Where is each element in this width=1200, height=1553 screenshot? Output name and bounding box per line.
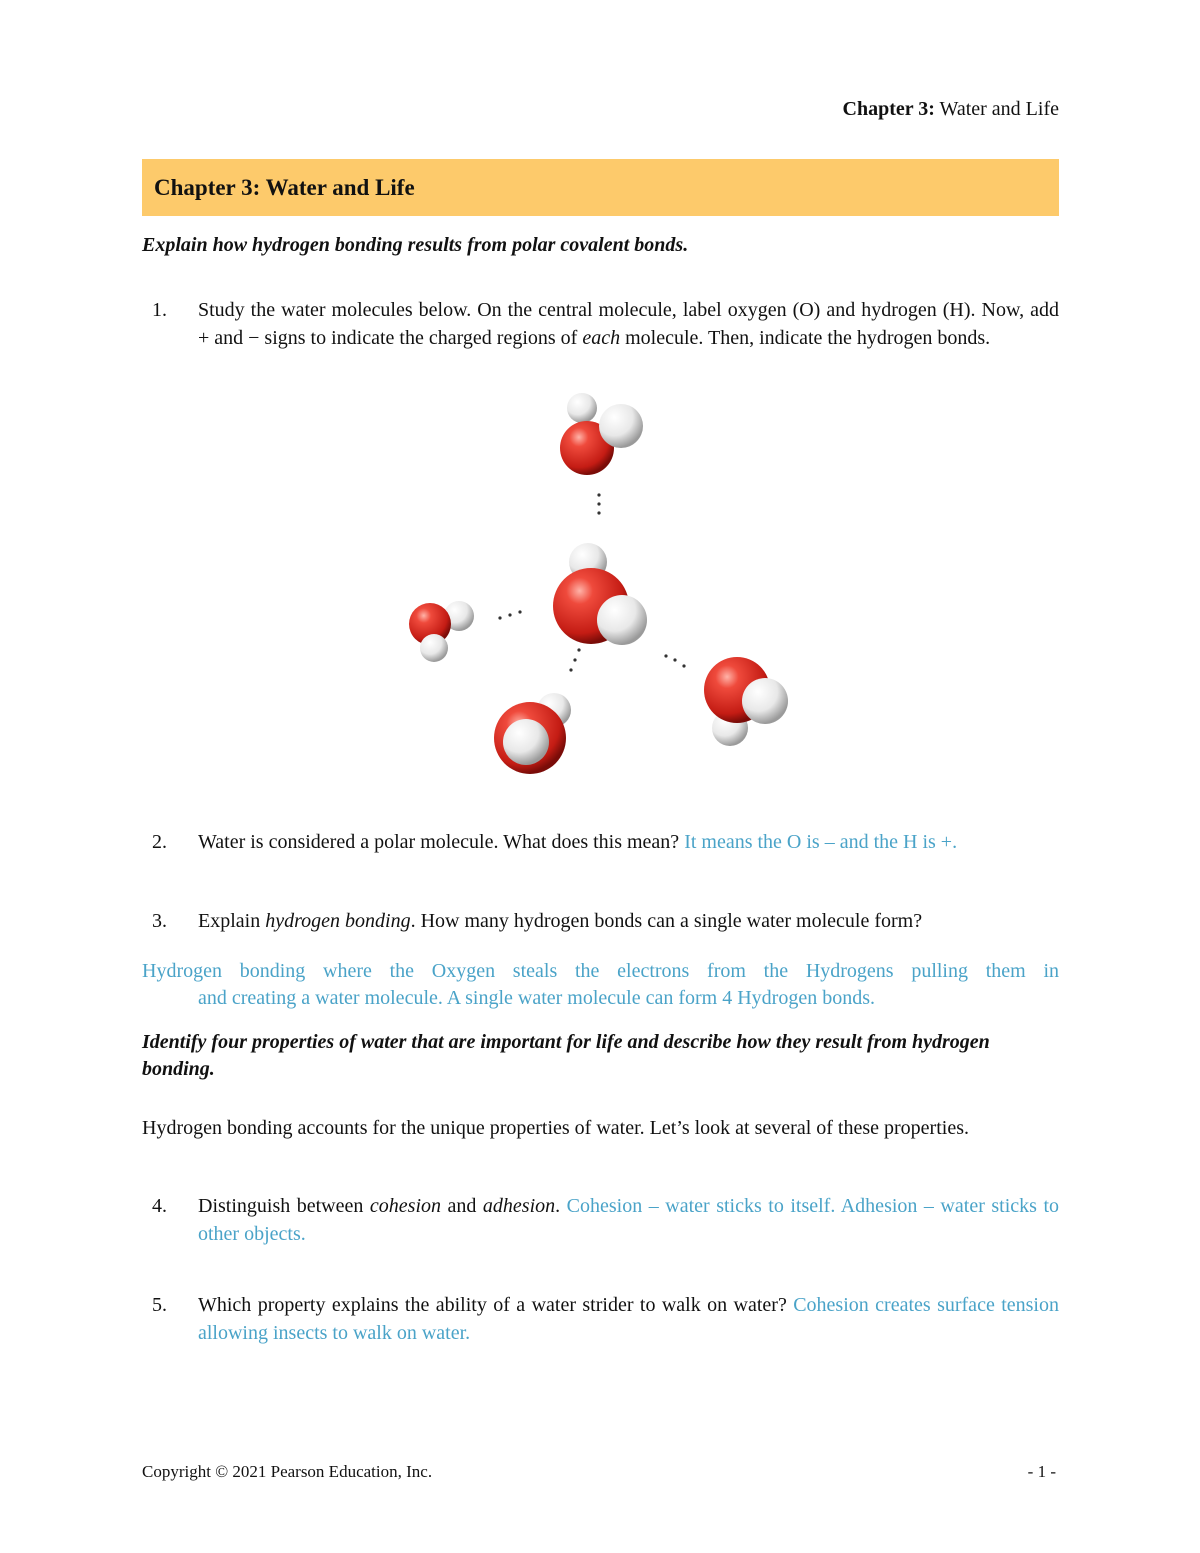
question-text-part: Distinguish between: [198, 1195, 370, 1217]
chapter-banner: [142, 159, 1059, 216]
water-molecule-right: [704, 657, 788, 746]
water-molecule-bottom: [494, 693, 571, 774]
running-header: [843, 98, 1059, 121]
page-number: - 1 -: [1027, 1462, 1056, 1481]
question-emphasis: each: [582, 327, 621, 349]
hydrogen-bond-dots: [498, 610, 521, 619]
intro-paragraph: Hydrogen bonding accounts for the unique properties of water. Let’s look at several of these properties.: [142, 1117, 969, 1139]
water-molecule-top: [560, 393, 643, 475]
question-text-part: Study the water molecules below. On the central molecule, label oxygen (O) and hydrogen (H). Now, add + and − signs to indicate the charged regions of: [198, 299, 1059, 349]
question-text: [198, 828, 1059, 856]
water-molecules-figure: [400, 392, 800, 792]
copyright-notice: Copyright © 2021 Pearson Education, Inc.: [142, 1462, 433, 1481]
answer-text: Cohesion – water sticks to itself. Adhesion – water sticks to other objects.: [198, 1195, 1059, 1245]
question-text-part: . How many hydrogen bonds can a single water molecule form?: [410, 910, 923, 932]
question-text-part: Explain: [198, 910, 266, 932]
chapter-title: Chapter 3: Water and Life: [154, 174, 415, 200]
answer-text: Cohesion creates surface tension allowing insects to walk on water.: [198, 1294, 1059, 1344]
question-number: 1.: [152, 299, 167, 321]
question-2: [142, 828, 1059, 856]
question-text: [198, 1192, 1059, 1248]
hydrogen-atom: [597, 595, 647, 645]
objective-1: Explain how hydrogen bonding results from polar covalent bonds.: [142, 234, 689, 256]
question-number: 5.: [152, 1294, 167, 1316]
question-text: [198, 907, 1059, 935]
question-3: [142, 907, 1059, 935]
water-molecule-left: [409, 601, 474, 662]
question-number: 4.: [152, 1195, 167, 1217]
question-text-part: and: [441, 1195, 483, 1217]
hydrogen-atom: [599, 404, 643, 448]
question-emphasis: hydrogen bonding: [265, 910, 411, 932]
question-5: [142, 1291, 1059, 1347]
hydrogen-atom: [420, 634, 448, 662]
question-1: [142, 296, 1059, 352]
running-header-title: Water and Life: [934, 98, 1059, 120]
hydrogen-atom: [567, 393, 597, 423]
hydrogen-bond-dots: [569, 648, 580, 671]
answer-3-line-1: Hydrogen bonding where the Oxygen steals the electrons from the Hydrogens pulling them in: [142, 960, 1059, 982]
question-prompt: Which property explains the ability of a water strider to walk on water?: [198, 1294, 794, 1316]
running-header-label: Chapter 3:: [842, 98, 935, 120]
question-4: [142, 1192, 1059, 1248]
question-emphasis: adhesion: [482, 1195, 556, 1217]
hydrogen-atom: [742, 678, 788, 724]
objective-2: Identify four properties of water that are important for life and describe how they result from hydrogen bonding.: [142, 1031, 990, 1080]
answer-text: It means the O is – and the H is +.: [684, 831, 958, 853]
question-number: 2.: [152, 831, 167, 853]
question-text: [198, 1291, 1059, 1347]
answer-3-line-2: and creating a water molecule. A single water molecule can form 4 Hydrogen bonds.: [198, 987, 875, 1009]
water-molecule-central: [553, 543, 647, 645]
hydrogen-atom: [503, 719, 549, 765]
hydrogen-bond-dots: [597, 493, 600, 514]
question-number: 3.: [152, 910, 167, 932]
question-text: [198, 296, 1059, 352]
question-prompt: Water is considered a polar molecule. What does this mean?: [198, 831, 685, 853]
hydrogen-bond-dots: [664, 654, 685, 667]
question-text-part: .: [555, 1195, 567, 1217]
question-emphasis: cohesion: [369, 1195, 441, 1217]
question-text-part: molecule. Then, indicate the hydrogen bonds.: [620, 327, 991, 349]
